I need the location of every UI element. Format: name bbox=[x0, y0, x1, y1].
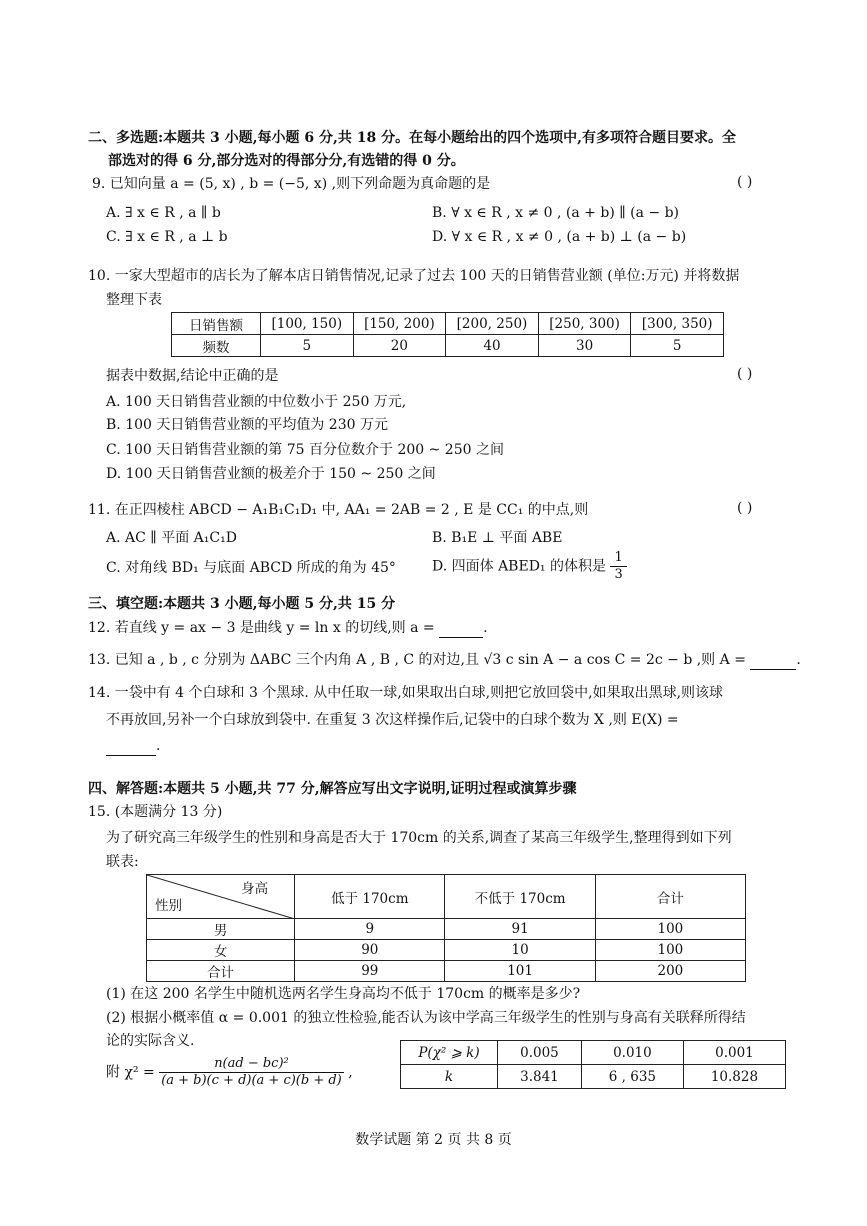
q14-line1: 14. 一袋中有 4 个白球和 3 个黑球. 从中任取一球,如果取出白球,则把它放回袋中,如果取出黑球,则该球 bbox=[88, 685, 724, 701]
formula-suffix: , bbox=[348, 1064, 353, 1081]
q10-table-header-cell: [100, 150) bbox=[261, 313, 354, 335]
q9-stem: 9. 已知向量 a = (5, x) , b = (−5, x) ,则下列命题为真命题的是 bbox=[92, 176, 491, 192]
fraction-numerator: 1 bbox=[610, 550, 626, 567]
one-third-fraction bbox=[610, 550, 626, 583]
formula-fraction bbox=[159, 1056, 344, 1089]
k-table-cell: 10.828 bbox=[683, 1065, 785, 1089]
q12-answer-blank[interactable] bbox=[439, 637, 483, 638]
q11-answer-paren: ( ) bbox=[737, 500, 753, 516]
q10-option-d: D. 100 天日销售营业额的极差介于 150 ~ 250 之间 bbox=[106, 466, 436, 482]
table-cell: 100 bbox=[595, 919, 745, 940]
table-cell: 9 bbox=[295, 919, 445, 940]
q12-text: 12. 若直线 y = ax − 3 是曲线 y = ln x 的切线,则 a = bbox=[88, 620, 435, 636]
q10-sales-table bbox=[171, 312, 724, 357]
row-label-total: 合计 bbox=[147, 961, 295, 982]
table-cell: 90 bbox=[295, 940, 445, 961]
k-table-cell: 6 , 635 bbox=[581, 1065, 683, 1089]
page-footer: 数学试题 第 2 页 共 8 页 bbox=[355, 1132, 512, 1148]
formula-prefix: 附 χ² = bbox=[106, 1064, 155, 1081]
section3-header: 三、填空题:本题共 3 小题,每小题 5 分,共 15 分 bbox=[88, 596, 396, 612]
col-header-total: 合计 bbox=[595, 875, 745, 919]
q10-table-header-cell: 日销售额 bbox=[172, 313, 261, 335]
section2-header-line2: 部选对的得 6 分,部分选对的得部分分,有选错的得 0 分。 bbox=[108, 153, 465, 169]
q9-option-a: A. ∃ x ∈ R , a ∥ b bbox=[106, 205, 221, 221]
q15-contingency-table bbox=[146, 874, 746, 982]
q10-table-cell: 20 bbox=[353, 335, 446, 357]
q10-table-header-cell: [200, 250) bbox=[446, 313, 539, 335]
q15-part1: (1) 在这 200 名学生中随机选两名学生身高均不低于 170cm 的概率是多少? bbox=[106, 986, 581, 1002]
k-table-row-label: k bbox=[401, 1065, 498, 1089]
q10-answer-paren: ( ) bbox=[737, 366, 753, 382]
q10-table-header-cell: [300, 350) bbox=[631, 313, 724, 335]
q10-table-cell: 30 bbox=[538, 335, 631, 357]
q13-stem bbox=[88, 650, 801, 670]
q10-table-header-cell: [150, 200) bbox=[353, 313, 446, 335]
q14-line2: 不再放回,另补一个白球放到袋中. 在重复 3 次这样操作后,记袋中的白球个数为 X ,则 E(X) = bbox=[106, 712, 679, 728]
col-header-below-170: 低于 170cm bbox=[295, 875, 445, 919]
corner-label-height: 身高 bbox=[241, 881, 269, 897]
q10-option-c: C. 100 天日销售营业额的第 75 百分位数介于 200 ~ 250 之间 bbox=[106, 442, 504, 458]
table-cell: 99 bbox=[295, 961, 445, 982]
k-table-cell: 0.005 bbox=[498, 1041, 582, 1065]
q11-stem: 11. 在正四棱柱 ABCD − A₁B₁C₁D₁ 中, AA₁ = 2AB = 2 , E 是 CC₁ 的中点,则 bbox=[88, 502, 589, 518]
q13-answer-blank[interactable] bbox=[750, 669, 796, 670]
section4-header: 四、解答题:本题共 5 小题,共 77 分,解答应写出文字说明,证明过程或演算步骤 bbox=[88, 781, 577, 797]
critical-value-table bbox=[400, 1040, 786, 1089]
q11-option-b: B. B₁E ⊥ 平面 ABE bbox=[432, 530, 563, 546]
table-corner-cell bbox=[147, 875, 295, 919]
k-table-cell: 0.010 bbox=[581, 1041, 683, 1065]
k-table-cell: 3.841 bbox=[498, 1065, 582, 1089]
q10-stem-line1: 10. 一家大型超市的店长为了解本店日销售情况,记录了过去 100 天的日销售营业额 (单位:万元) 并将数据 bbox=[88, 268, 740, 284]
q12-stem bbox=[88, 618, 488, 638]
q14-period: . bbox=[156, 738, 161, 754]
q10-table-cell: 频数 bbox=[172, 335, 261, 357]
k-table-cell: 0.001 bbox=[683, 1041, 785, 1065]
section2-header-line1: 二、多选题:本题共 3 小题,每小题 6 分,共 18 分。在每小题给出的四个选项中,有多项符合题目要求。全 bbox=[88, 130, 736, 146]
q13-period: . bbox=[796, 652, 801, 668]
formula-denominator: (a + b)(c + d)(a + c)(b + d) bbox=[161, 1073, 342, 1088]
corner-label-gender: 性别 bbox=[155, 898, 182, 914]
table-cell: 91 bbox=[445, 919, 595, 940]
formula-numerator: n(ad − bc)² bbox=[159, 1056, 344, 1073]
q11-option-d-text: D. 四面体 ABED₁ 的体积是 bbox=[432, 558, 606, 575]
q15-intro-line2: 联表: bbox=[106, 854, 139, 870]
q10-table-cell: 5 bbox=[261, 335, 354, 357]
q11-option-a: A. AC ∥ 平面 A₁C₁D bbox=[106, 530, 237, 546]
col-header-not-below-170: 不低于 170cm bbox=[445, 875, 595, 919]
q14-line3 bbox=[106, 736, 160, 756]
table-cell: 10 bbox=[445, 940, 595, 961]
q12-period: . bbox=[483, 620, 488, 636]
row-label-female: 女 bbox=[147, 940, 295, 961]
q10-table-header-cell: [250, 300) bbox=[538, 313, 631, 335]
table-cell: 100 bbox=[595, 940, 745, 961]
q9-option-d: D. ∀ x ∈ R , x ≠ 0 , (a + b) ⊥ (a − b) bbox=[432, 229, 687, 245]
q13-text: 13. 已知 a , b , c 分别为 ΔABC 三个内角 A , B , C 的对边,且 √3 c sin A − a cos C = 2c − b ,则 A = bbox=[88, 652, 746, 668]
fraction-denominator: 3 bbox=[614, 567, 623, 582]
q15-part2-line2: 论的实际含义. bbox=[106, 1033, 195, 1049]
q15-part2-line1: (2) 根据小概率值 α = 0.001 的独立性检验,能否认为该中学高三年级学生的性别与身高有关联释所得结 bbox=[106, 1010, 746, 1026]
q11-option-c: C. 对角线 BD₁ 与底面 ABCD 所成的角为 45° bbox=[106, 560, 396, 576]
q9-option-c: C. ∃ x ∈ R , a ⊥ b bbox=[106, 229, 228, 245]
q10-option-b: B. 100 天日销售营业额的平均值为 230 万元 bbox=[106, 417, 388, 433]
q10-table-cell: 40 bbox=[446, 335, 539, 357]
q11-option-d bbox=[432, 550, 627, 583]
k-table-header: P(χ² ⩾ k) bbox=[401, 1041, 498, 1065]
q15-intro-line1: 为了研究高三年级学生的性别和身高是否大于 170cm 的关系,调查了某高三年级学生,整理得到如下列 bbox=[106, 830, 732, 846]
table-cell: 101 bbox=[445, 961, 595, 982]
q15-title: 15. (本题满分 13 分) bbox=[88, 804, 223, 820]
q10-table-cell: 5 bbox=[631, 335, 724, 357]
table-cell: 200 bbox=[595, 961, 745, 982]
q9-answer-paren: ( ) bbox=[737, 174, 753, 190]
chi-square-formula bbox=[106, 1056, 353, 1089]
q10-option-a: A. 100 天日销售营业额的中位数小于 250 万元, bbox=[106, 394, 407, 410]
q14-answer-blank[interactable] bbox=[106, 755, 156, 756]
q10-stem-line2: 整理下表 bbox=[106, 292, 162, 308]
row-label-male: 男 bbox=[147, 919, 295, 940]
q10-prompt: 据表中数据,结论中正确的是 bbox=[106, 368, 279, 384]
q9-option-b: B. ∀ x ∈ R , x ≠ 0 , (a + b) ∥ (a − b) bbox=[432, 205, 680, 221]
